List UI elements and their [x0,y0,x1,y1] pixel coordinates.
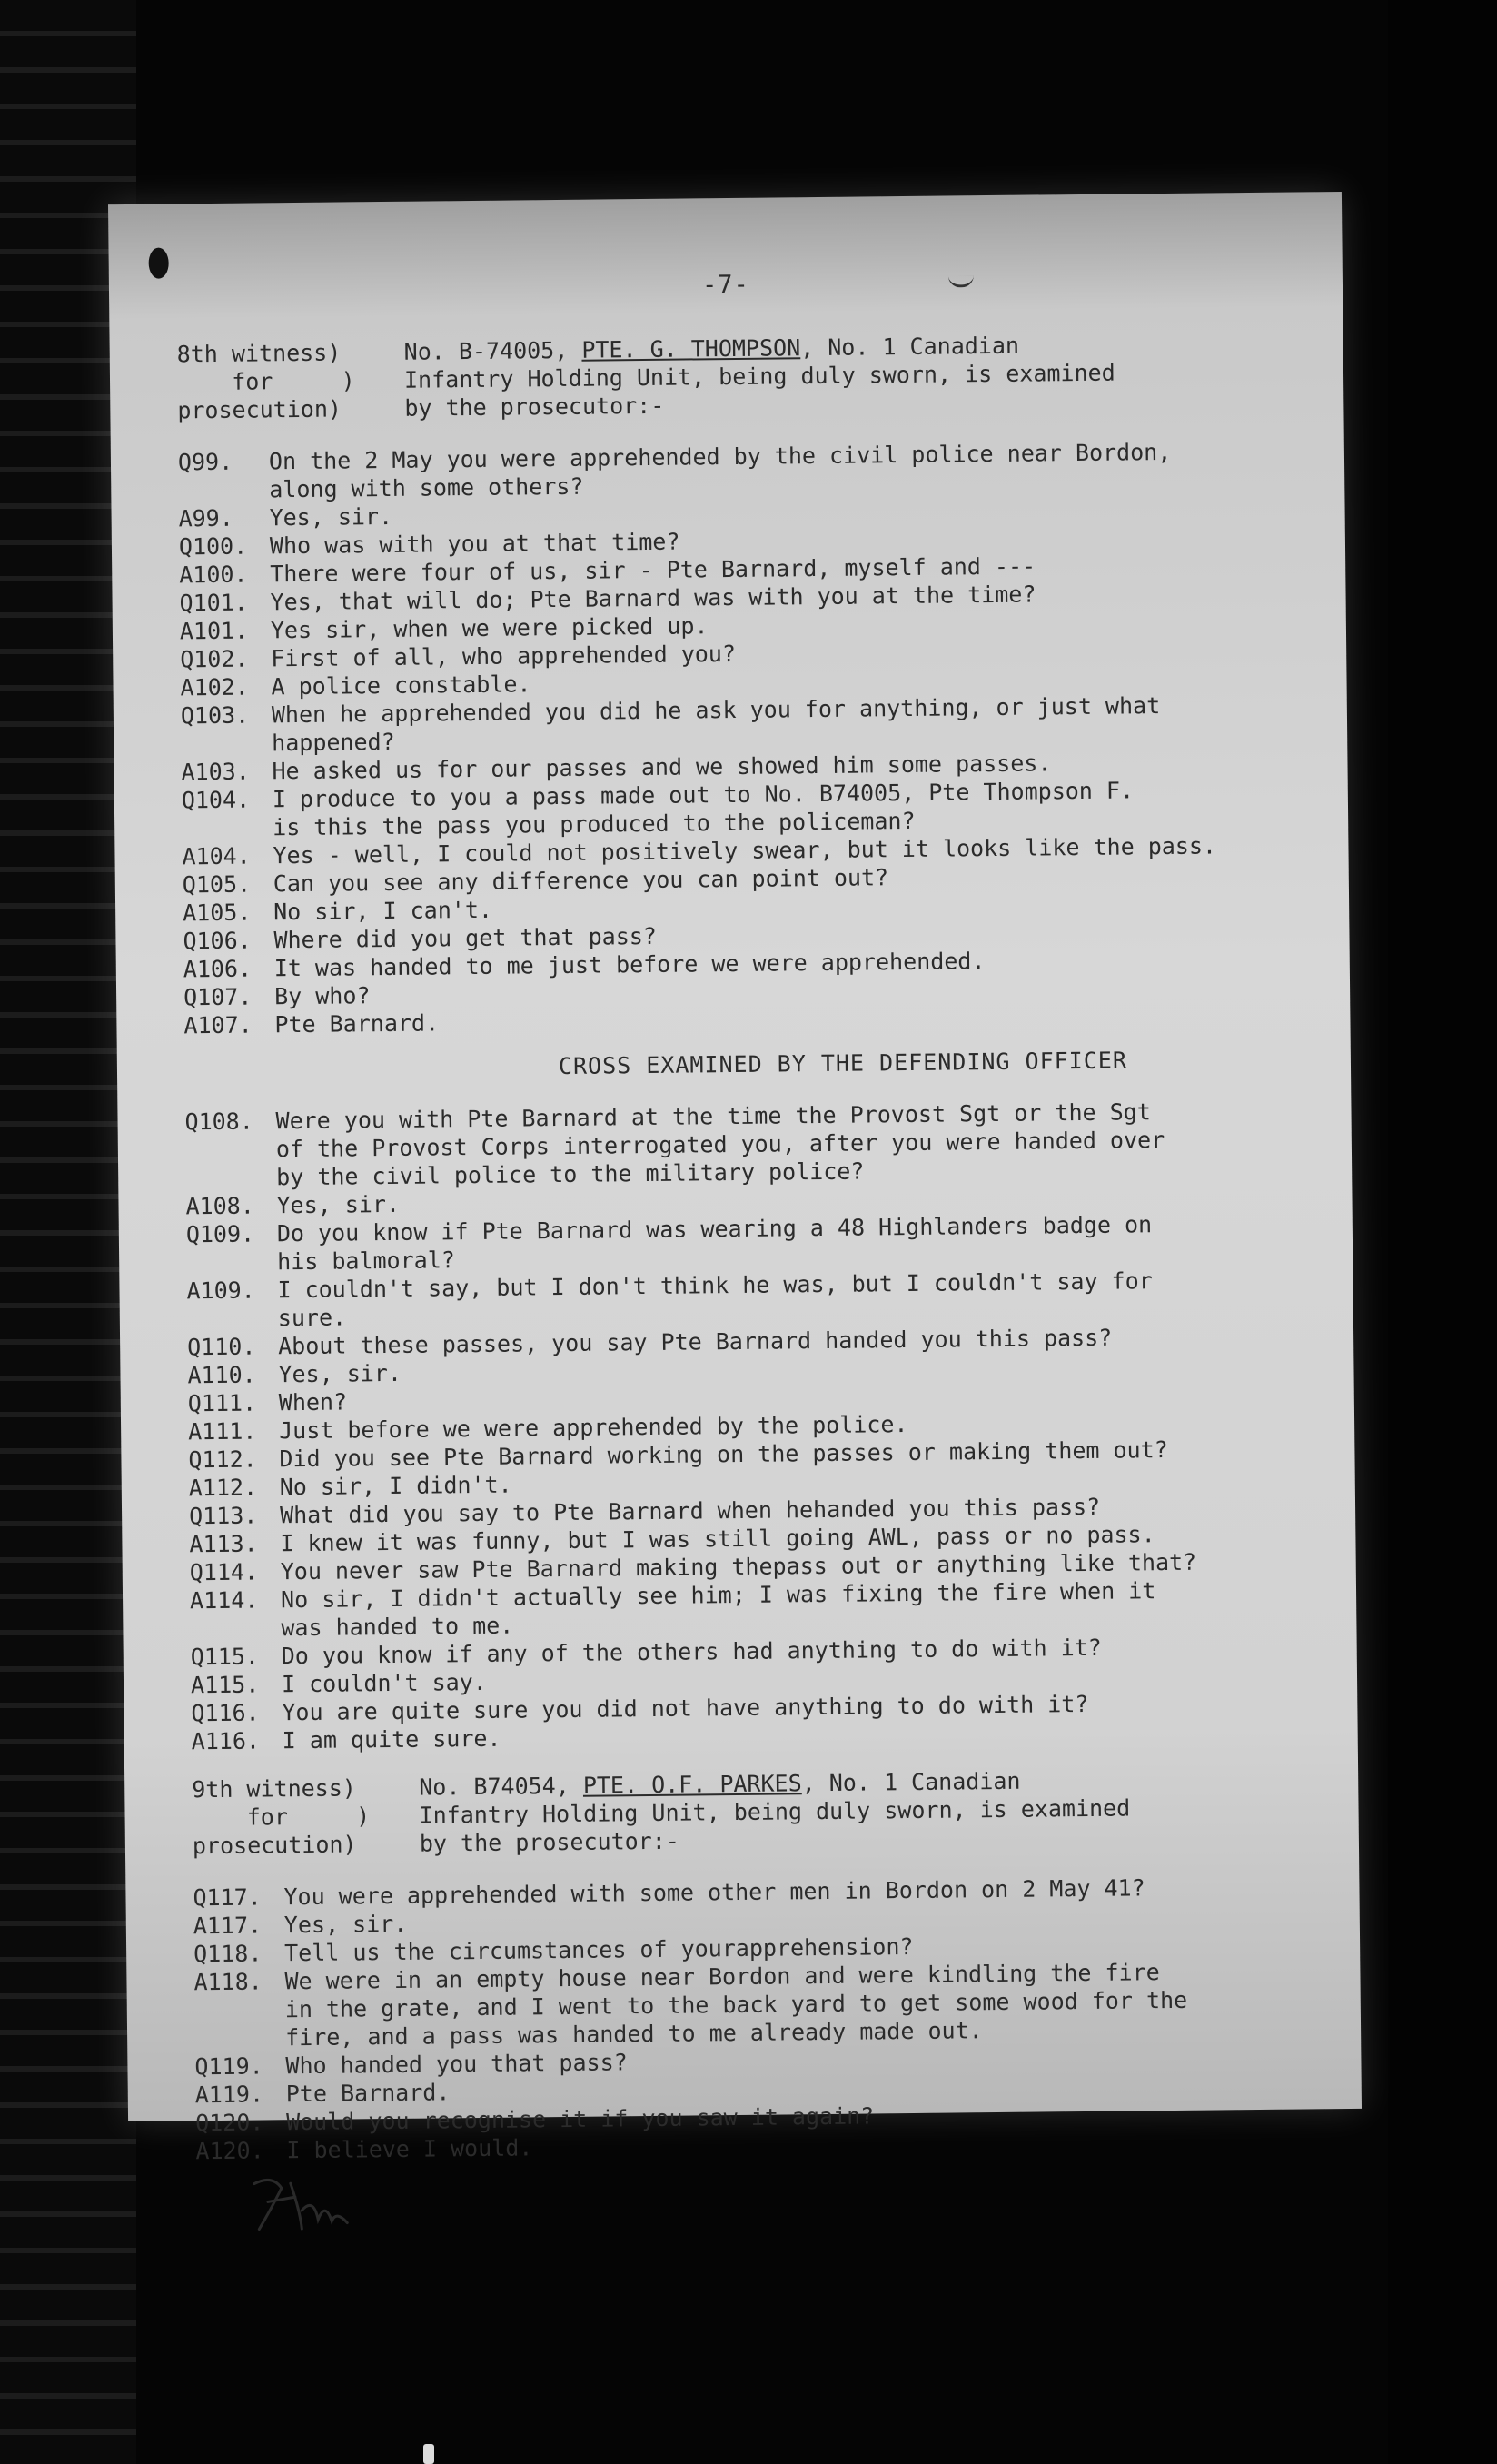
witness-label-line: prosecution) [192,1831,357,1860]
witness-9-label [192,1773,420,1861]
witness-label-line: for ) [192,1803,371,1832]
examination-in-chief-1 [178,436,1338,1039]
question-row [184,1096,1339,1192]
qa-text: When he apprehended you did he ask you for anything, or just what happened? [271,692,1161,757]
qa-text: By who? [273,982,371,1010]
qa-text: You are quite sure you did not have anything to do with it? [282,1690,1089,1726]
qa-text: I knew it was funny, but I was still going AWL, pass or no pass. [280,1521,1155,1557]
qa-number: Q112. [188,1446,257,1474]
qa-number: Q114. [189,1558,259,1586]
cross-examination-heading: CROSS EXAMINED BY THE DEFENDING OFFICER [558,1047,1128,1080]
document-page [108,192,1362,2165]
witness-label-line: prosecution) [177,395,342,424]
qa-number: Q102. [180,645,249,673]
qa-number: Q105. [182,870,252,899]
qa-text: It was handed to me just before we were apprehended. [273,948,986,982]
witness-9-intro [419,1764,1346,1858]
qa-text: Yes, sir. [276,1190,401,1219]
qa-text: Yes, sir. [269,502,393,532]
qa-text: Yes, sir. [278,1359,402,1388]
qa-text: Yes sir, when we were picked up. [270,612,709,644]
qa-number: Q119. [194,2052,263,2081]
qa-text: Were you with Pte Barnard at the time the Provost Sgt or the Sgt of the Provost Corps interrogated you, after you were handed over by the civil police to the military police? [275,1098,1165,1191]
qa-number: Q104. [181,786,251,814]
qa-number: Q115. [190,1643,260,1671]
qa-text: I couldn't say. [281,1668,487,1698]
examination-in-chief-2 [193,1872,1349,2165]
qa-number: A109. [186,1277,255,1305]
qa-number: A115. [190,1671,260,1699]
qa-text: Do you know if Pte Barnard was wearing a 48 Highlanders badge on his balmoral? [276,1211,1153,1276]
qa-text: Yes - well, I could not positively swear, but it looks like the pass. [273,832,1217,869]
qa-text: First of all, who apprehended you? [271,640,737,672]
handwritten-initials-signature [244,2155,354,2238]
transcript-body [177,328,1350,2165]
witness-8-header [177,328,1332,424]
punch-hole [148,247,168,278]
qa-text: You were apprehended with some other men in Bordon on 2 May 41? [283,1874,1145,1911]
qa-text: No sir, I didn't. [279,1471,512,1501]
qa-number: Q120. [194,2109,264,2137]
witness-number: No. B74054, [419,1772,584,1801]
qa-number: A102. [180,673,249,701]
qa-text: I couldn't say, but I don't think he was, but I couldn't say for sure. [277,1267,1153,1332]
qa-number: Q108. [184,1108,253,1136]
qa-text: He asked us for our passes and we showed him some passes. [272,750,1052,785]
qa-number: Q106. [183,927,252,955]
witness-unit-text: , No. 1 Canadian Infantry Holding Unit, being duly sworn, is examined by the prosecutor:- [403,332,1115,422]
qa-number: A107. [183,1011,253,1039]
qa-text: Would you recognise it if you saw it again? [285,2102,875,2136]
qa-number: A101. [179,617,249,645]
page-number: -7- [701,270,750,300]
qa-text: Did you see Pte Barnard working on the passes or making them out? [279,1436,1168,1473]
qa-text: Yes, sir. [283,1910,408,1939]
qa-text: Can you see any difference you can point out? [273,864,889,898]
witness-9-header [192,1764,1346,1860]
qa-number: A105. [183,899,252,927]
qa-number: Q113. [188,1502,258,1530]
qa-text: Just before we were apprehended by the police. [278,1411,908,1445]
qa-text: Tell us the circumstances of yourapprehension? [284,1932,914,1967]
qa-text: I believe I would. [286,2134,533,2164]
qa-number: Q100. [178,532,248,561]
qa-number: Q110. [187,1333,256,1361]
witness-label-line: for ) [176,367,355,396]
cross-examination [184,1096,1344,1755]
qa-number: Q117. [193,1883,262,1912]
qa-number: A111. [187,1417,257,1446]
qa-number: Q103. [180,701,250,730]
qa-text: About these passes, you say Pte Barnard handed you this pass? [278,1324,1113,1360]
qa-number: A112. [188,1474,258,1502]
qa-number: Q101. [179,589,249,617]
qa-number: A119. [194,2081,264,2109]
qa-text: We were in an empty house near Bordon and were kindling the fire in the grate, and I went to the back yard to get some wood for the fire, and a pass was handed to me already made out. [284,1959,1188,2052]
witness-label-line: 8th witness) [176,339,342,368]
qa-text: On the 2 May you were apprehended by the civil police near Bordon, along with some others? [268,438,1172,503]
qa-text: I am quite sure. [282,1724,501,1754]
qa-number: Q109. [185,1220,255,1248]
witness-number: No. B-74005, [403,336,582,365]
qa-number: A106. [183,955,253,983]
qa-text: Pte Barnard. [274,1009,440,1038]
qa-number: A113. [189,1530,258,1558]
film-frame-mark [423,2444,434,2464]
qa-text: Who was with you at that time? [269,528,680,560]
qa-number: A100. [179,561,248,589]
qa-number: Q118. [193,1940,263,1968]
witness-name: PTE. O.F. PARKES [582,1770,802,1799]
qa-number: Q116. [191,1699,260,1727]
qa-text: Where did you get that pass? [273,922,658,954]
qa-text: A police constable. [271,671,531,700]
qa-number: Q99. [177,448,233,476]
qa-number: A99. [178,504,233,532]
qa-text: When? [278,1388,348,1416]
qa-number: A104. [182,842,251,870]
qa-text: No sir, I didn't actually see him; I was fixing the fire when it was handed to me. [280,1577,1156,1642]
qa-number: Q111. [187,1389,257,1417]
qa-number: A110. [187,1361,256,1389]
qa-text: Do you know if any of the others had anything to do with it? [281,1634,1102,1670]
qa-number: A118. [193,1968,263,1996]
witness-name: PTE. G. THOMPSON [581,334,801,363]
answer-row [193,1956,1348,2052]
qa-number: A120. [195,2137,264,2165]
qa-number: A116. [191,1727,261,1755]
witness-8-intro [404,328,1332,422]
qa-text: There were four of us, sir - Pte Barnard, myself and --- [270,552,1036,588]
qa-text: Pte Barnard. [285,2079,451,2108]
witness-8-label [177,338,405,425]
qa-number: Q107. [183,983,253,1011]
qa-number: A117. [193,1912,263,1940]
qa-number: A114. [189,1586,259,1615]
qa-number: A108. [185,1192,254,1220]
witness-label-line: 9th witness) [192,1774,357,1803]
film-strip-right-edge [1388,0,1497,2464]
qa-text: Who handed you that pass? [285,2049,628,2080]
qa-text: Yes, that will do; Pte Barnard was with you at the time? [270,581,1036,616]
qa-number: A103. [181,758,250,786]
qa-text: You never saw Pte Barnard making thepass out or anything like that? [280,1548,1197,1585]
witness-unit-text: , No. 1 Canadian Infantry Holding Unit, being duly sworn, is examined by the prosecutor:- [419,1767,1131,1857]
qa-text: I produce to you a pass made out to No. B74005, Pte Thompson F. is this the pass you produced to the policeman? [272,777,1135,841]
qa-text: No sir, I can't. [273,896,493,926]
qa-text: What did you say to Pte Barnard when hehanded you this pass? [279,1493,1101,1529]
